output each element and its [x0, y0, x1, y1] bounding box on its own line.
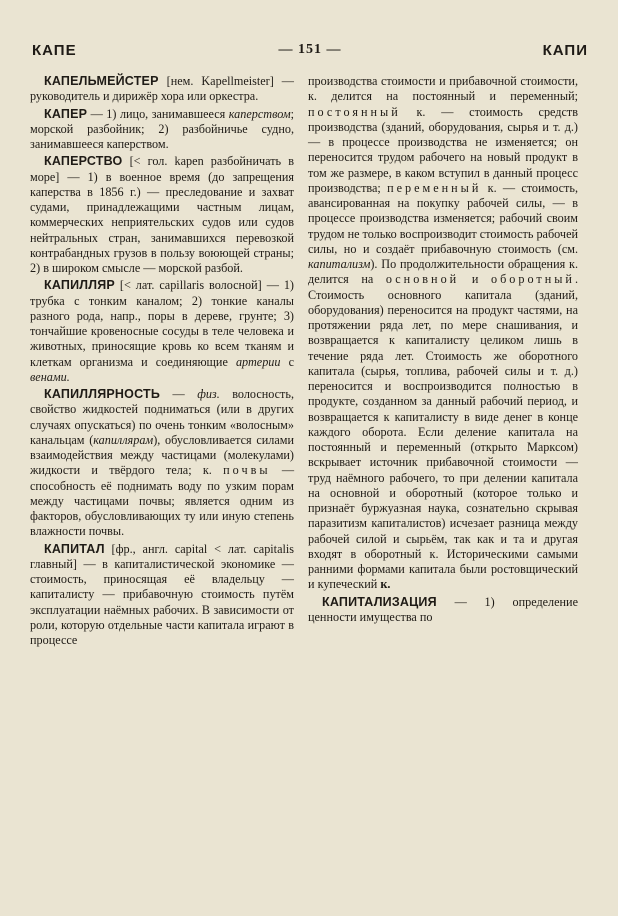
headword: КАПИЛЛЯРНОСТЬ: [44, 387, 161, 401]
headword: КАПЕР: [44, 106, 88, 121]
definition-bold: к.: [380, 577, 391, 592]
definition: ), обусловливается силами взаимодействия между частицами (молекулами) жидкости и твёрдого тела; к.: [30, 432, 294, 478]
definition-italic: капиллярам: [93, 432, 154, 447]
definition: [< лат. capillaris волосной] — 1) трубка с тонким каналом; 2) тонкие каналы разного рода, напр., поры в дереве, грунте; 3) тончайшие кровеносные сосуды в теле человека и животных, приносящие кровь ко всем тканям и клеткам организма и соединяющие: [30, 278, 294, 369]
definition-italic: артерии: [235, 354, 281, 369]
definition-italic: капитализм: [308, 257, 371, 271]
running-header: [32, 42, 588, 64]
definition-italic: физ.: [197, 387, 220, 401]
entry-kapitalizatsiya: [308, 595, 578, 626]
definition: — 1) определение ценности имущества по: [308, 594, 578, 624]
entry-kapillyar: [30, 278, 294, 385]
definition: производства стоимости и прибавочной стоимости, к. делится на постоянный и переменный;: [308, 74, 578, 104]
entry-kaperstvo: [30, 154, 294, 276]
right-column: [308, 74, 578, 625]
definition: — способность её поднимать воду по узким порам между частицами почвы; является одним из факторов, обусловливающих ту или иную степень влажности почвы.: [30, 463, 295, 539]
definition: к. — стоимость средств производства (зданий, оборудования, сырья и т. д.) — в процессе производства не изменяется; он переносится трудом рабочего на новый продукт в том же размере, в каком вступил в данный процесс производства;: [308, 104, 578, 195]
definition: и: [459, 272, 491, 287]
definition: к. — стоимость, авансированная на покупку рабочей силы, — в процессе производства изменяется; рабочий своим трудом не только воспроизводит стоимость рабочей силы, но и создаёт прибавочную стоимость (см.: [308, 180, 578, 256]
definition-spaced: постоянный: [308, 104, 401, 119]
definition-spaced: почвы: [223, 463, 271, 478]
entry-kapital-continuation: [308, 74, 578, 593]
definition: волосность, свойство жидкостей подниматься (или в других случаях опускаться) по очень тонким «волосным» канальцам (: [30, 387, 294, 447]
headword: КАПЕЛЬМЕЙСТЕР: [44, 74, 159, 88]
definition: —: [160, 387, 198, 401]
entry-kaper: [30, 107, 294, 153]
headword: КАПИТАЛ: [44, 541, 105, 556]
definition: — 1) лицо, занимавшееся: [87, 106, 229, 121]
definition-spaced: основной: [385, 272, 460, 287]
left-column: [30, 74, 294, 648]
definition: [фр., англ. capital < лат. capitalis главный] — в капиталистической экономике — стоимость, приносящая её владельцу — капиталисту — прибавочную стоимость путём эксплуатации наёмных рабочих. В зависимости от роли, которую отдельные части капитала играют в процессе: [30, 541, 294, 647]
definition: с: [280, 354, 294, 369]
header-right-guideword: КАПИ: [542, 42, 588, 59]
page-number: — 151 —: [278, 42, 342, 57]
definition: ). По продолжительности обращения к. делится на: [308, 257, 578, 287]
definition: ; морской разбойник; 2) разбойничье судно, занимавшееся каперством.: [30, 106, 294, 151]
entry-kapital: [30, 542, 294, 649]
definition-spaced: оборотный: [490, 272, 575, 287]
entry-kapillyarnost: [30, 387, 294, 540]
entry-kapelmeister: [30, 74, 294, 105]
headword: КАПИТАЛИЗАЦИЯ: [322, 594, 437, 609]
definition: [< гол. kapen разбойничать в море] — 1) в военное время (до запрещения каперства в 1856 г.) — преследование и захват судами, принадлежащими частным лицам, коммерческих неприятельских судов или судов нейтральных стран, занимавшихся перевозкой контрабандных грузов в пользу воюющей страны; 2) в широком смысле — морской разбой.: [30, 154, 294, 275]
definition-spaced: переменный: [387, 180, 482, 195]
headword: КАПИЛЛЯР: [44, 278, 115, 293]
definition: . Стоимость основного капитала (зданий, оборудования) переносится на продукт частями, на протяжении ряда лет, по мере снашивания, и возвращается к капиталисту целиком лишь в течение ряда лет. Стоимость же оборотного капитала (сырья, топлива, рабочей силы и т. д.) переносится и воспроизводится полностью в продукте, созданном за данный рабочий период, и возвращается к капиталисту в виде денег в конце каждого оборота. Если деление капитала на постоянный и переменный (открыто Марксом) вскрывает источник прибавочной стоимости — труд наёмного рабочего, то при делении капитала на основной и оборотный (которое только и признаёт буржуазная наука, сознательно скрывая паразитизм капиталистов) исчезает разница между рабочей силой и сырьём, так как и та и другая входят в оборотный к. Историческими самыми ранними формами капитала были ростовщический и купеческий: [308, 272, 578, 592]
definition-italic: каперством: [228, 106, 291, 121]
headword: КАПЕРСТВО: [44, 154, 123, 169]
header-left-guideword: КАПЕ: [32, 42, 77, 59]
definition-italic: венами.: [30, 369, 70, 384]
definition: [нем. Kapellmeister] — руководитель и дирижёр хора или оркестра.: [30, 74, 294, 104]
